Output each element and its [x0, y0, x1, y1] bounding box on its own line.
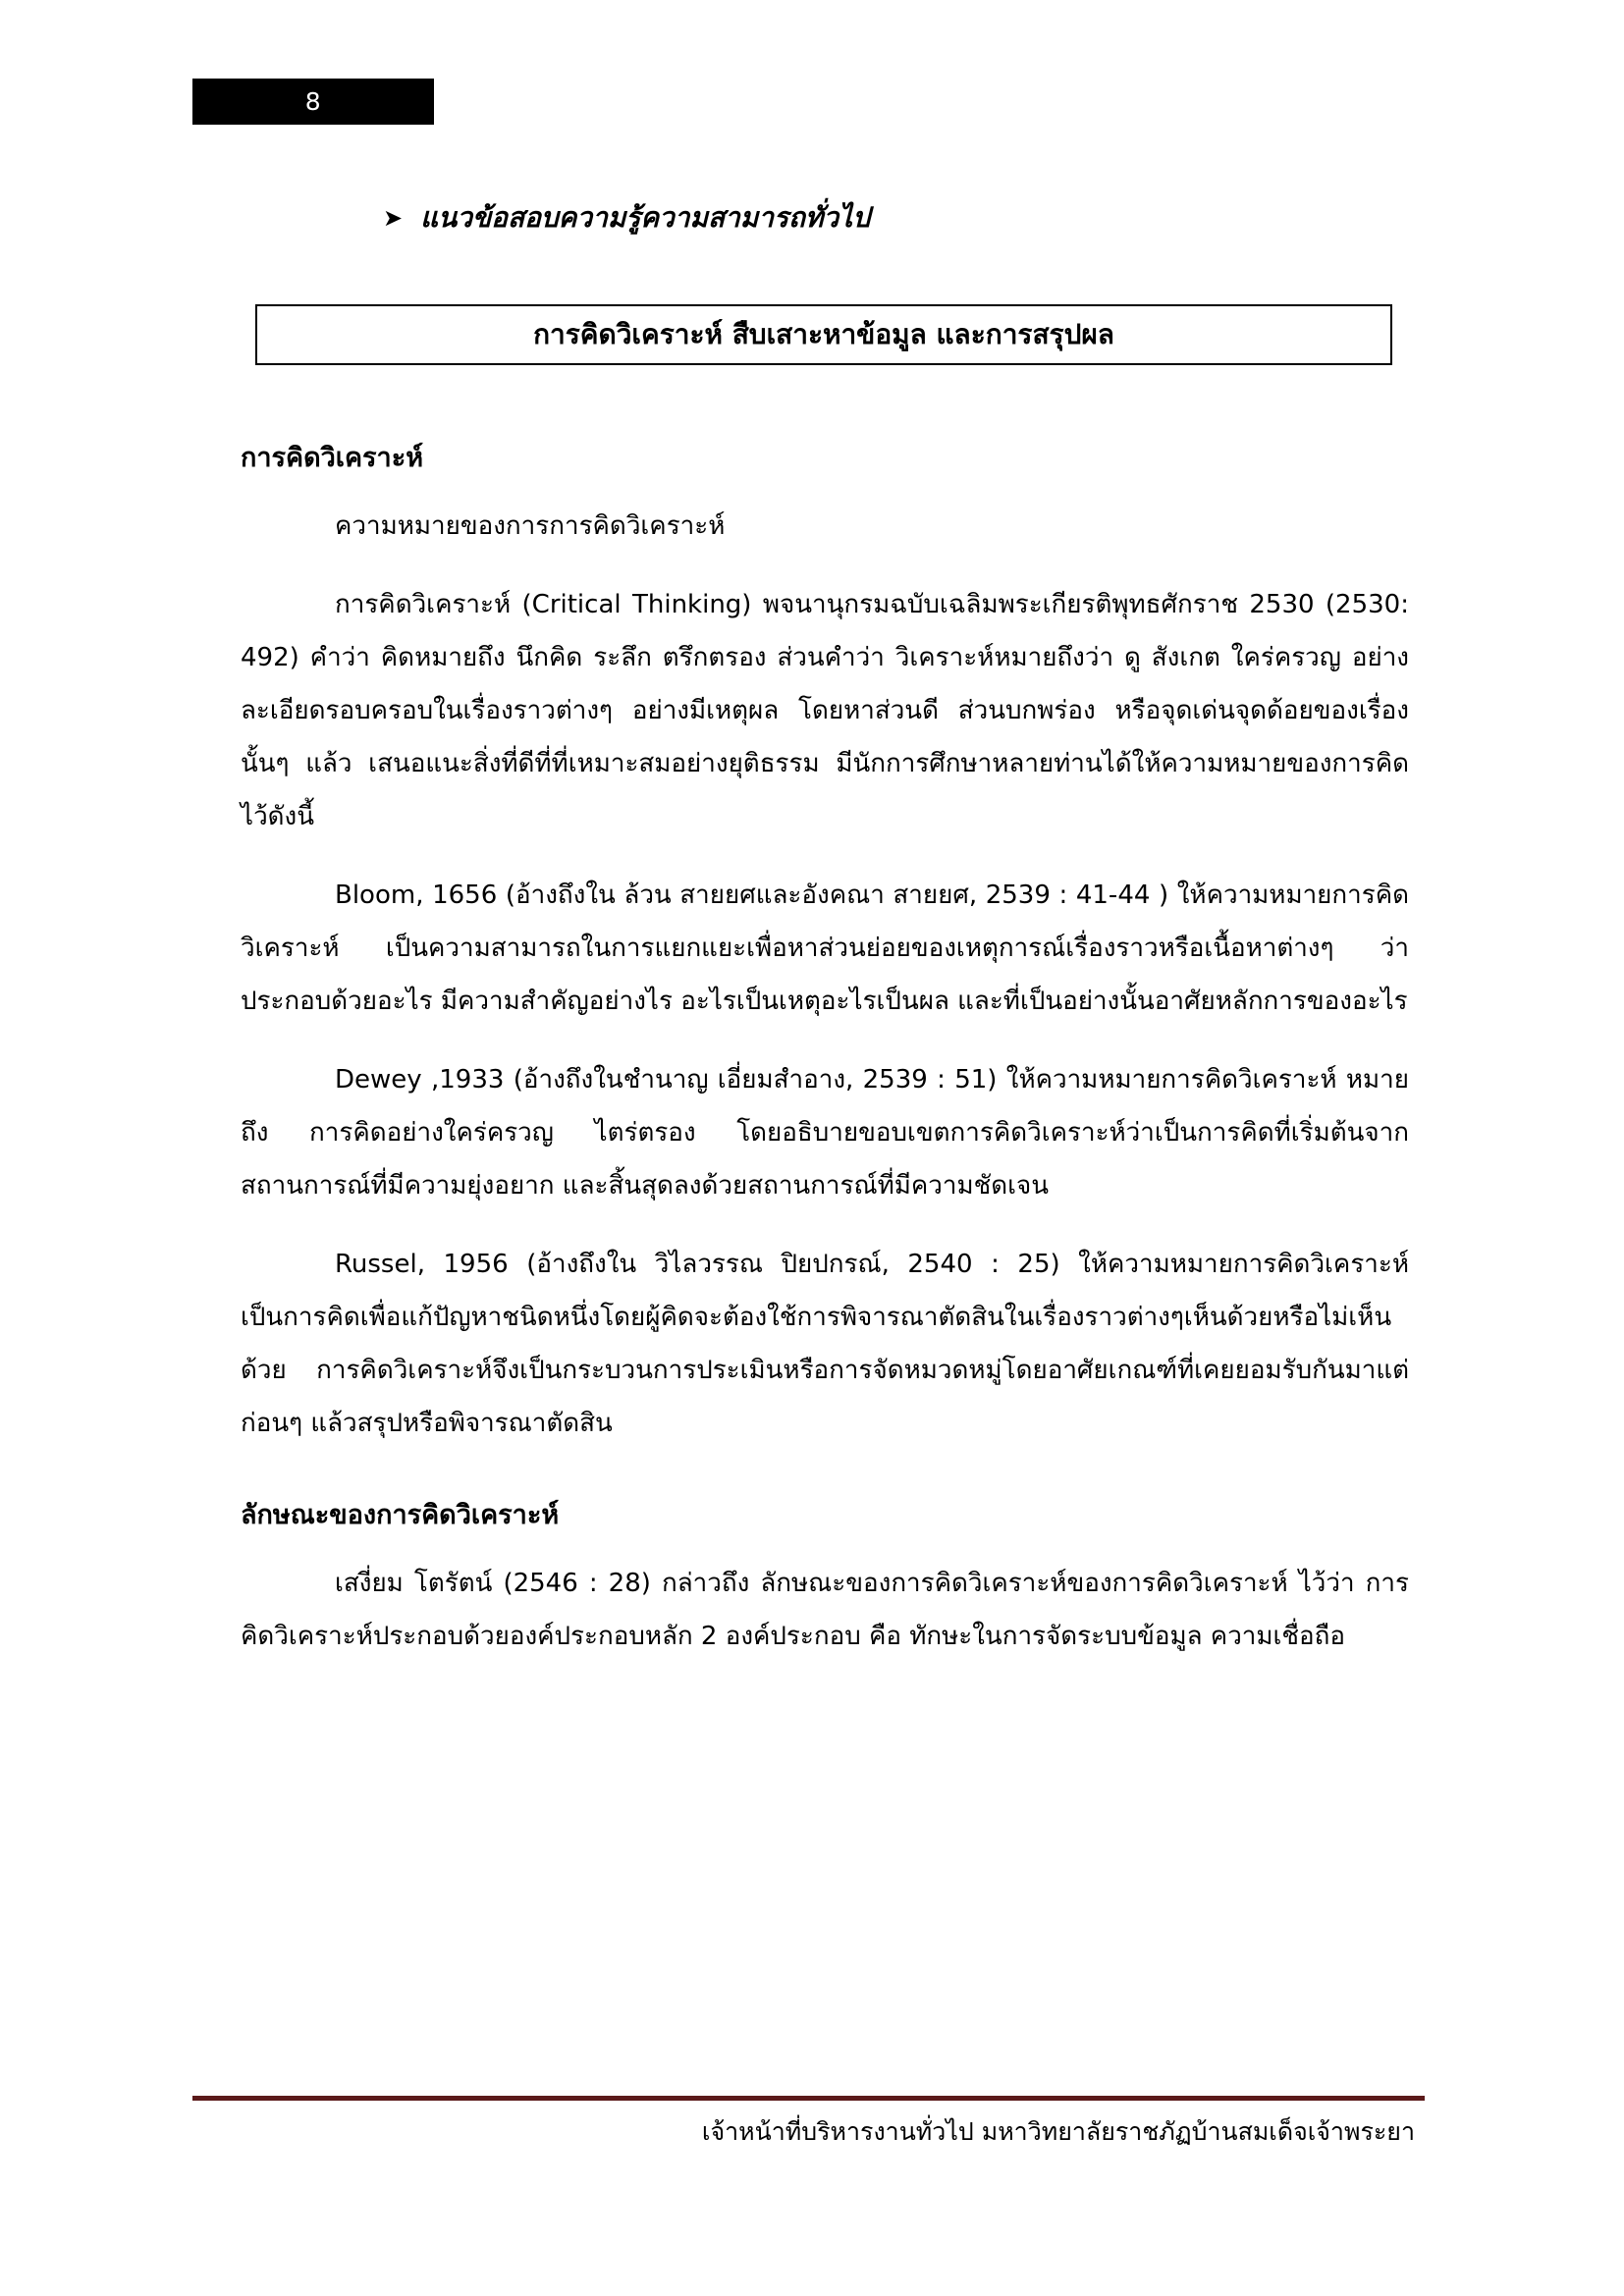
document-content [221, 177, 1429, 1688]
paragraph: Dewey ,1933 (อ้างถึงในชำนาญ เอี่ยมสำอาง, 2539 : 51) ให้ความหมายการคิดวิเคราะห์ หมายถึง การคิดอย่างใคร่ครวญ ไตร่ตรอง โดยอธิบายขอบเขตการคิดวิเคราะห์ว่าเป็นการคิดที่เริ่มต้นจากสถานการณ์ที่มีความยุ่งอยาก และสิ้นสุดลงด้วยสถานการณ์ที่มีความชัดเจน [241, 1065, 1409, 1201]
chevron-bullet-icon: ➤ [383, 204, 404, 232]
title-box-text: การคิดวิเคราะห์ สืบเสาะหาข้อมูล และการสรุปผล [533, 318, 1114, 350]
paragraph: ความหมายของการการคิดวิเคราะห์ [335, 511, 726, 541]
bullet-heading-row [383, 198, 1429, 238]
paragraph: เสงี่ยม โตรัตน์ (2546 : 28) กล่าวถึง ลักษณะของการคิดวิเคราะห์ของการคิดวิเคราะห์ ไว้ว่า การคิดวิเคราะห์ประกอบด้วยองค์ประกอบหลัก 2 องค์ประกอบ คือ ทักษะในการจัดระบบข้อมูล ความเชื่อถือ [241, 1569, 1409, 1651]
footer-rule [192, 2096, 1425, 2101]
section-heading-2: ลักษณะของการคิดวิเคราะห์ [241, 1500, 560, 1530]
paragraph: Russel, 1956 (อ้างถึงใน วิไลวรรณ ปิยปกรณ์, 2540 : 25) ให้ความหมายการคิดวิเคราะห์เป็นการคิดเพื่อแก้ปัญหาชนิดหนึ่งโดยผู้คิดจะต้องใช้การพิจารณาตัดสินในเรื่องราวต่างๆเห็นด้วยหรือไม่เห็นด้วย การคิดวิเคราะห์จึงเป็นกระบวนการประเมินหรือการจัดหมวดหมู่โดยอาศัยเกณฑ์ที่เคยยอมรับกันมาแต่ก่อนๆ แล้วสรุปหรือพิจารณาตัดสิน [241, 1250, 1409, 1438]
page-number: 8 [304, 87, 322, 116]
title-box [255, 304, 1392, 365]
paragraph: การคิดวิเคราะห์ (Critical Thinking) พจนานุกรมฉบับเฉลิมพระเกียรติพุทธศักราช 2530 (2530: 492) คำว่า คิดหมายถึง นึกคิด ระลึก ตรึกตรอง ส่วนคำว่า วิเคราะห์หมายถึงว่า ดู สังเกต ใคร่ครวญ อย่างละเอียดรอบครอบในเรื่องราวต่างๆ อย่างมีเหตุผล โดยหาส่วนดี ส่วนบกพร่อง หรือจุดเด่นจุดด้อยของเรื่องนั้นๆ แล้ว เสนอแนะสิ่งที่ดีที่ที่เหมาะสมอย่างยุติธรรม มีนักการศึกษาหลายท่านได้ให้ความหมายของการคิดไว้ดังนี้ [241, 590, 1409, 831]
footer-text: เจ้าหน้าที่บริหารงานทั่วไป มหาวิทยาลัยราชภัฏบ้านสมเด็จเจ้าพระยา [701, 2117, 1415, 2146]
section-heading-1: การคิดวิเคราะห์ [241, 443, 424, 473]
bullet-heading-text: แนวข้อสอบความรู้ความสามารถทั่วไป [420, 201, 870, 234]
paragraph: Bloom, 1656 (อ้างถึงใน ล้วน สายยศและอังคณา สายยศ, 2539 : 41-44 ) ให้ความหมายการคิดวิเคราะห์ เป็นความสามารถในการแยกแยะเพื่อหาส่วนย่อยของเหตุการณ์เรื่องราวหรือเนื้อหาต่างๆ ว่าประกอบด้วยอะไร มีความสำคัญอย่างไร อะไรเป็นเหตุอะไรเป็นผล และที่เป็นอย่างนั้นอาศัยหลักการของอะไร [241, 881, 1409, 1016]
